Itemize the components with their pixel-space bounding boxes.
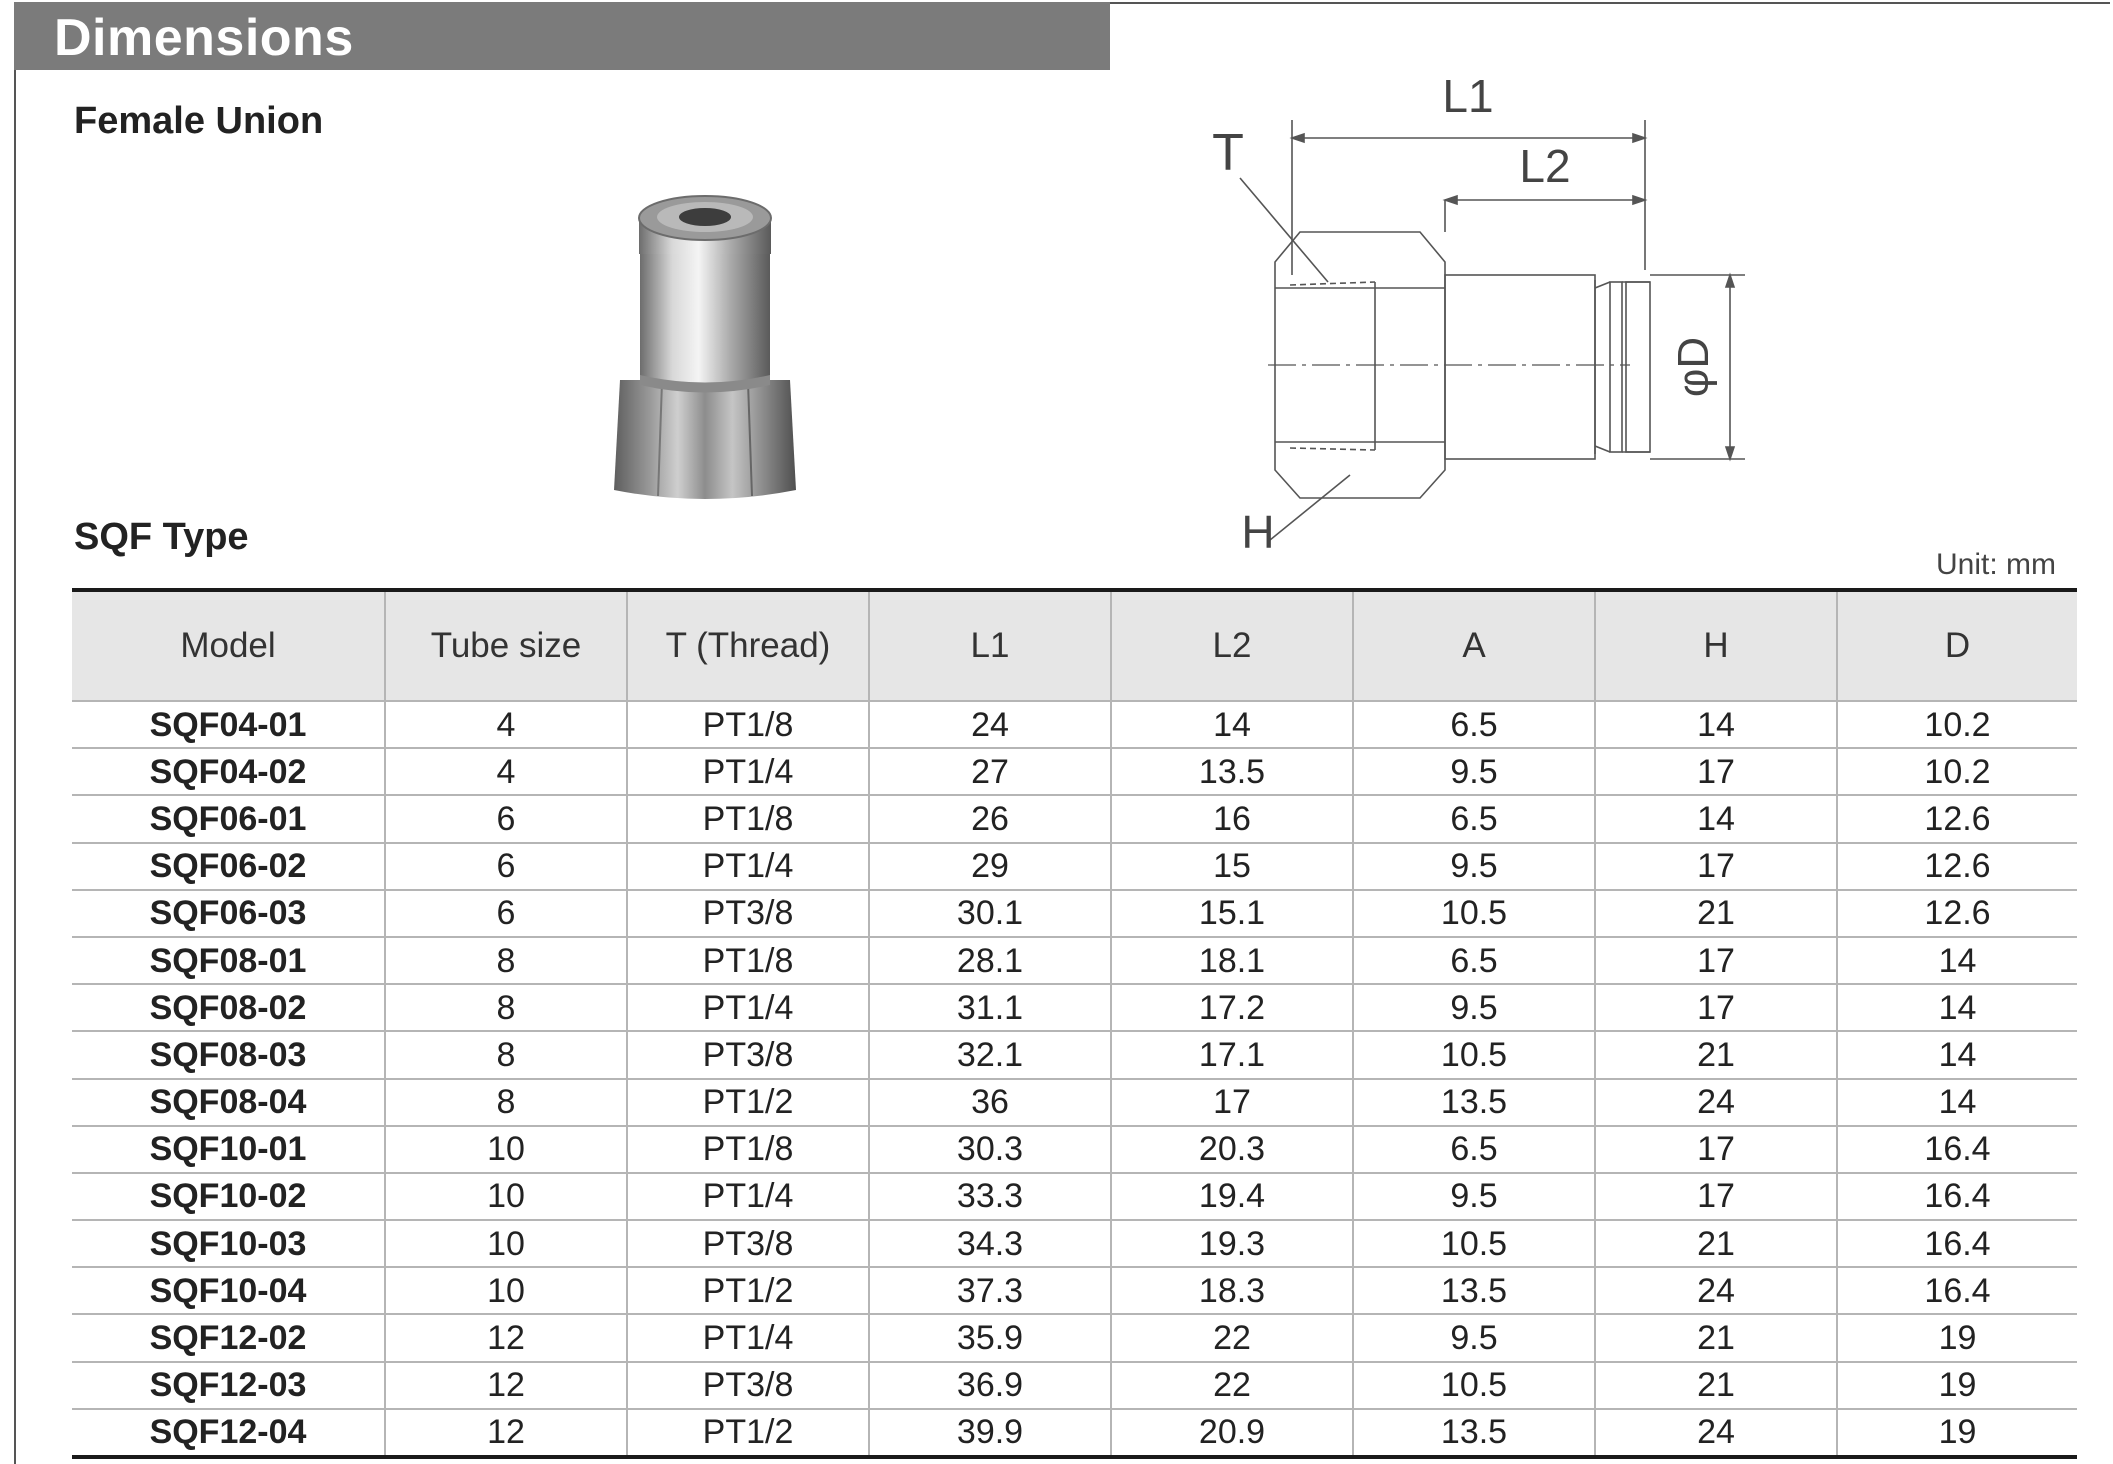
table-cell: 16.4 (1837, 1267, 2077, 1314)
table-cell: 18.3 (1111, 1267, 1353, 1314)
table-cell: 18.1 (1111, 937, 1353, 984)
table-cell: 21 (1595, 1314, 1837, 1361)
table-cell: 19 (1837, 1314, 2077, 1361)
model-cell: SQF08-03 (72, 1031, 385, 1078)
table-row (72, 843, 2077, 890)
model-cell: SQF12-04 (149, 1413, 307, 1452)
table-cell: 30.3 (869, 1126, 1111, 1173)
model-cell: SQF10-03 (72, 1220, 385, 1267)
table-cell: 10.5 (1353, 1031, 1595, 1078)
table-cell: 17 (1595, 1126, 1837, 1173)
model-cell: SQF06-01 (72, 795, 385, 842)
table-cell: 17 (1595, 984, 1837, 1031)
table-cell: 6.5 (1353, 795, 1595, 842)
table-cell: 8 (385, 1031, 627, 1078)
model-cell: SQF10-01 (72, 1126, 385, 1173)
table-cell: PT1/8 (627, 701, 869, 748)
column-header: H (1595, 590, 1837, 701)
table-cell: 17.1 (1111, 1031, 1353, 1078)
table-header-row (72, 590, 2077, 701)
model-cell: SQF10-04 (72, 1267, 385, 1314)
table-cell: 21 (1595, 1362, 1837, 1409)
table-cell: 26 (869, 795, 1111, 842)
table-cell: 4 (385, 748, 627, 795)
table-row (72, 1031, 2077, 1078)
table-cell: 17 (1595, 937, 1837, 984)
table-cell: 14 (1111, 701, 1353, 748)
table-cell: 21 (1595, 1031, 1837, 1078)
table-cell: PT3/8 (627, 1220, 869, 1267)
table-cell: 22 (1111, 1314, 1353, 1361)
column-header: Tube size (385, 590, 627, 701)
model-cell: SQF08-01 (72, 937, 385, 984)
table-cell: 14 (1837, 984, 2077, 1031)
table-cell: 32.1 (869, 1031, 1111, 1078)
table-cell: 6 (385, 890, 627, 937)
table-row (72, 1314, 2077, 1361)
table-cell: 8 (385, 937, 627, 984)
table-cell: 12.6 (1837, 843, 2077, 890)
model-cell: SQF10-02 (72, 1173, 385, 1220)
table-cell: 24 (1595, 1409, 1837, 1457)
table-cell: 16.4 (1837, 1220, 2077, 1267)
product-photo (600, 190, 810, 520)
table-cell: 10.2 (1837, 701, 2077, 748)
table-cell: 37.3 (869, 1267, 1111, 1314)
table-cell: 9.5 (1353, 843, 1595, 890)
table-row (72, 1362, 2077, 1409)
table-cell: 19 (1837, 1409, 2077, 1457)
table-cell: 14 (1837, 1031, 2077, 1078)
table-cell: 6.5 (1353, 937, 1595, 984)
table-row (72, 1220, 2077, 1267)
table-cell: 31.1 (869, 984, 1111, 1031)
table-row (72, 1079, 2077, 1126)
table-cell: 20.3 (1111, 1126, 1353, 1173)
table-cell: 16.4 (1837, 1126, 2077, 1173)
table-cell: 16.4 (1837, 1173, 2077, 1220)
table-cell: 14 (1837, 937, 2077, 984)
table-cell: 33.3 (869, 1173, 1111, 1220)
table-cell: PT1/2 (627, 1079, 869, 1126)
type-label: SQF Type (74, 516, 249, 558)
table-cell: 6.5 (1353, 701, 1595, 748)
table-cell: 6 (385, 843, 627, 890)
table-cell: 13.5 (1353, 1409, 1595, 1457)
table-cell: 4 (385, 701, 627, 748)
table-cell: PT1/8 (627, 795, 869, 842)
table-cell: PT3/8 (627, 1031, 869, 1078)
table-cell: 34.3 (869, 1220, 1111, 1267)
table-cell: 8 (385, 1079, 627, 1126)
table-cell: 28.1 (869, 937, 1111, 984)
table-cell: 20.9 (1111, 1409, 1353, 1457)
table-cell: PT3/8 (627, 890, 869, 937)
model-cell: SQF08-04 (72, 1079, 385, 1126)
table-cell: 10.5 (1353, 890, 1595, 937)
table-cell: 21 (1595, 1220, 1837, 1267)
table-row (72, 1267, 2077, 1314)
table-cell: 19.4 (1111, 1173, 1353, 1220)
table-cell: 10 (385, 1126, 627, 1173)
model-cell: SQF12-02 (72, 1314, 385, 1361)
table-cell: PT1/2 (627, 1409, 869, 1457)
column-header: L1 (869, 590, 1111, 701)
table-cell: 12 (385, 1362, 627, 1409)
table-row (72, 1126, 2077, 1173)
d-label: φD (1669, 336, 1718, 398)
table-cell: 30.1 (869, 890, 1111, 937)
table-cell: 6 (385, 795, 627, 842)
table-cell: 17 (1595, 1173, 1837, 1220)
column-header: T (Thread) (627, 590, 869, 701)
table-cell: 14 (1595, 795, 1837, 842)
section-header (14, 2, 1110, 70)
table-row (72, 748, 2077, 795)
table-cell: PT1/2 (627, 1267, 869, 1314)
table-cell: 27 (869, 748, 1111, 795)
model-cell: SQF04-02 (72, 748, 385, 795)
column-header: D (1837, 590, 2077, 701)
table-cell: 15.1 (1111, 890, 1353, 937)
table-cell: 22 (1111, 1362, 1353, 1409)
table-row (72, 701, 2077, 748)
table-cell: 36 (869, 1079, 1111, 1126)
column-header: Model (72, 590, 385, 701)
table-cell: PT1/4 (627, 843, 869, 890)
table-cell: 13.5 (1353, 1267, 1595, 1314)
table-row (72, 890, 2077, 937)
table-cell: 24 (1595, 1079, 1837, 1126)
table-cell: 10 (385, 1173, 627, 1220)
table-cell: 17 (1595, 843, 1837, 890)
model-cell: SQF08-02 (72, 984, 385, 1031)
table-cell: 10 (385, 1220, 627, 1267)
l2-label: L2 (1519, 140, 1571, 192)
column-header: A (1353, 590, 1595, 701)
frame-top-border (1110, 2, 2110, 4)
table-cell: 10 (385, 1267, 627, 1314)
table-cell: 24 (1595, 1267, 1837, 1314)
model-cell: SQF12-03 (72, 1362, 385, 1409)
table-cell: 21 (1595, 890, 1837, 937)
table-cell: 10.5 (1353, 1362, 1595, 1409)
table-cell: 17 (1111, 1079, 1353, 1126)
table-cell: 8 (385, 984, 627, 1031)
table-row (72, 795, 2077, 842)
l1-label: L1 (1442, 70, 1494, 122)
unit-label: Unit: mm (1936, 548, 2056, 581)
table-cell: 35.9 (869, 1314, 1111, 1361)
table-cell: PT3/8 (627, 1362, 869, 1409)
table-cell: PT1/4 (627, 1173, 869, 1220)
section-title: Dimensions (54, 9, 354, 67)
table-cell: 9.5 (1353, 1173, 1595, 1220)
table-cell: 9.5 (1353, 984, 1595, 1031)
table-cell: PT1/8 (627, 1126, 869, 1173)
table-cell: 12 (385, 1409, 627, 1457)
table-cell: 24 (869, 701, 1111, 748)
table-cell: 29 (869, 843, 1111, 890)
table-cell: 14 (1837, 1079, 2077, 1126)
table-cell: 17 (1595, 748, 1837, 795)
table-cell: 12.6 (1837, 795, 2077, 842)
model-cell: SQF04-01 (72, 701, 385, 748)
table-cell: 19.3 (1111, 1220, 1353, 1267)
table-cell: 13.5 (1111, 748, 1353, 795)
table-cell: 14 (1595, 701, 1837, 748)
table-row (72, 1173, 2077, 1220)
dimension-drawing (1200, 70, 1760, 560)
table-row (72, 984, 2077, 1031)
table-cell: 16 (1111, 795, 1353, 842)
table-cell: 9.5 (1353, 1314, 1595, 1361)
model-cell: SQF06-02 (72, 843, 385, 890)
table-cell: 9.5 (1353, 748, 1595, 795)
table-cell: 12 (385, 1314, 627, 1361)
table-cell: 15 (1111, 843, 1353, 890)
h-label: H (1241, 506, 1275, 558)
frame-left-border (14, 70, 16, 1464)
column-header: L2 (1111, 590, 1353, 701)
product-name: Female Union (74, 100, 324, 142)
table-row (72, 937, 2077, 984)
table-cell: 10.5 (1353, 1220, 1595, 1267)
table-body (72, 701, 2077, 1457)
table-cell: 13.5 (1353, 1079, 1595, 1126)
table-cell: PT1/4 (627, 748, 869, 795)
table-cell: 36.9 (869, 1362, 1111, 1409)
table-cell: PT1/4 (627, 1314, 869, 1361)
table-cell: 39.9 (869, 1409, 1111, 1457)
table-cell: PT1/4 (627, 984, 869, 1031)
t-label: T (1212, 124, 1244, 182)
table-cell: 17.2 (1111, 984, 1353, 1031)
table-cell: PT1/8 (627, 937, 869, 984)
table-cell: 12.6 (1837, 890, 2077, 937)
dimensions-table (72, 588, 2077, 1459)
table-cell: 19 (1837, 1362, 2077, 1409)
table-row (72, 1409, 2077, 1457)
table-cell: 6.5 (1353, 1126, 1595, 1173)
table-cell: 10.2 (1837, 748, 2077, 795)
model-cell: SQF06-03 (72, 890, 385, 937)
